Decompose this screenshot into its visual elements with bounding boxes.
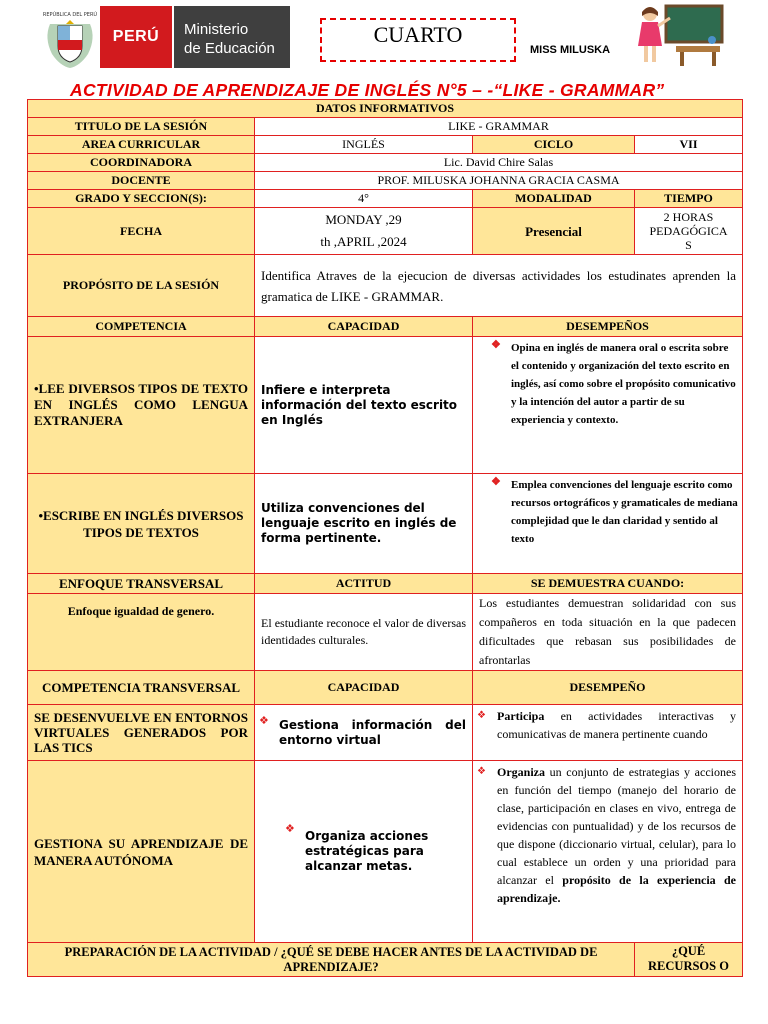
fecha-line2: th ,APRIL ,2024	[320, 234, 407, 249]
competencia-transversal-heading: COMPETENCIA TRANSVERSAL	[28, 671, 255, 705]
desempeno-organiza-text	[473, 763, 736, 907]
capacidad-organiza-text: Organiza acciones estratégicas para alcanzar metas.	[305, 829, 429, 873]
proposito-label: PROPÓSITO DE LA SESIÓN	[28, 255, 255, 317]
tiempo-value	[635, 208, 743, 255]
organiza-bold: Organiza	[497, 765, 545, 779]
fecha-value	[255, 208, 473, 255]
desempeno-participa	[473, 705, 743, 761]
capacidad-transversal-heading: CAPACIDAD	[255, 671, 473, 705]
activity-title: ACTIVIDAD DE APRENDIZAJE DE INGLÉS N°5 – -“LIKE - GRAMMAR”	[70, 80, 665, 100]
teacher-illustration	[632, 2, 724, 68]
lesson-plan-table	[27, 99, 743, 977]
diamond-bullet-icon: ❖	[285, 822, 295, 835]
fecha-label: FECHA	[28, 208, 255, 255]
grado-label: GRADO Y SECCION(S):	[28, 190, 255, 208]
ministerio-logo	[174, 6, 290, 68]
enfoque-value: Enfoque igualdad de genero.	[28, 594, 255, 671]
competencia-autonoma: GESTIONA SU APRENDIZAJE DE MANERA AUTÓNOMA	[28, 761, 255, 943]
capacidad-gestiona-info-text: Gestiona información del entorno virtual	[279, 717, 466, 747]
document-header	[0, 0, 768, 78]
organiza-mid: un conjunto de estrategias y acciones en función del tiempo (manejo del horario de clase, participación en clases en vivo, entrega de evidencias con puntualidad) y de los recursos de que dispone (diccionario virtual, celular), para lo cual establece un orden y una prioridad para alcanzar el	[497, 765, 736, 887]
docente-value: PROF. MILUSKA JOHANNA GRACIA CASMA	[255, 172, 743, 190]
enfoque-heading: ENFOQUE TRANSVERSAL	[28, 574, 255, 594]
desempeno-emplea: ❖ Emplea convenciones del lenguaje escrito como recursos ortográficos y gramaticales de mediana complejidad que le dan claridad y sentido al texto	[511, 476, 738, 548]
tiempo-line1: 2 HORAS	[663, 210, 714, 224]
docente-label: DOCENTE	[28, 172, 255, 190]
ciclo-label: CICLO	[473, 136, 635, 154]
capacidad-infiere: Infiere e interpreta información del texto escrito en Inglés	[255, 337, 473, 474]
diamond-bullet-icon: ❖	[259, 714, 269, 727]
competencia-lee: •LEE DIVERSOS TIPOS DE TEXTO EN INGLÉS COMO LENGUA EXTRANJERA	[28, 337, 255, 474]
capacidad-organiza	[255, 761, 473, 943]
grado-value: 4°	[255, 190, 473, 208]
participa-bold: Participa	[497, 709, 545, 723]
ministerio-line2: de Educación	[184, 40, 275, 57]
desempeno-list	[477, 476, 738, 548]
fecha-line1: MONDAY ,29	[325, 212, 402, 227]
ministerio-line1: Ministerio	[184, 21, 249, 38]
area-label: AREA CURRICULAR	[28, 136, 255, 154]
titulo-label: TITULO DE LA SESIÓN	[28, 118, 255, 136]
desempeno-opina-cell	[473, 337, 743, 474]
teacher-label: MISS MILUSKA	[530, 44, 611, 56]
tiempo-label: TIEMPO	[635, 190, 743, 208]
competencia-tics: SE DESENVUELVE EN ENTORNOS VIRTUALES GENERADOS POR LAS TICS	[28, 705, 255, 761]
desempeno-opina: ❖ Opina en inglés de manera oral o escrita sobre el contenido y organización del texto escrito en inglés, así como sobre el propósito comunicativo y la intención del autor a partir de su experiencia y contexto.	[511, 339, 738, 429]
recursos-heading: ¿QUÉ RECURSOS O	[635, 943, 743, 977]
competencia-heading: COMPETENCIA	[28, 317, 255, 337]
titulo-value: LIKE - GRAMMAR	[255, 118, 743, 136]
area-value: INGLÉS	[255, 136, 473, 154]
participa-rest: en actividades interactivas y comunicativas de manera pertinente cuando	[497, 709, 736, 741]
actitud-value: El estudiante reconoce el valor de diversas identidades culturales.	[255, 594, 473, 671]
capacidad-gestiona-info	[255, 705, 473, 761]
modalidad-value: Presencial	[473, 208, 635, 255]
coordinadora-label: COORDINADORA	[28, 154, 255, 172]
grade-box: CUARTO	[320, 18, 516, 62]
modalidad-label: MODALIDAD	[473, 190, 635, 208]
capacidad-utiliza: Utiliza convenciones del lenguaje escrito en inglés de forma pertinente.	[255, 474, 473, 574]
desempeno-organiza	[473, 761, 743, 943]
desempeno-list	[477, 339, 738, 429]
tiempo-line2: PEDAGÓGICA	[649, 224, 728, 238]
preparacion-heading: PREPARACIÓN DE LA ACTIVIDAD / ¿QUÉ SE DEBE HACER ANTES DE LA ACTIVIDAD DE APRENDIZAJE?	[28, 943, 635, 977]
tiempo-line3: S	[685, 238, 692, 252]
svg-text:REPÚBLICA DEL PERÚ: REPÚBLICA DEL PERÚ	[42, 12, 98, 18]
cuando-heading: SE DEMUESTRA CUANDO:	[473, 574, 743, 594]
competencia-escribe: •ESCRIBE EN INGLÉS DIVERSOS TIPOS DE TEXTOS	[28, 474, 255, 574]
ciclo-value: VII	[635, 136, 743, 154]
desempeno-emplea-cell	[473, 474, 743, 574]
cuando-value: Los estudiantes demuestran solidaridad con sus compañeros en toda situación en la que padecen dificultades que rebasan sus posibilidades de afrontarlas	[473, 594, 743, 671]
datos-heading: DATOS INFORMATIVOS	[28, 100, 743, 118]
peru-logo: PERÚ	[100, 6, 172, 68]
capacidad-heading: CAPACIDAD	[255, 317, 473, 337]
desempeno-participa-text	[473, 707, 736, 743]
coat-of-arms-logo	[40, 8, 100, 70]
organiza-proposito-bold: propósito de la experiencia de aprendizaje.	[497, 873, 737, 905]
coordinadora-value: Lic. David Chire Salas	[255, 154, 743, 172]
actitud-heading: ACTITUD	[255, 574, 473, 594]
desempenos-heading: DESEMPEÑOS	[473, 317, 743, 337]
proposito-value: Identifica Atraves de la ejecucion de diversas actividades los estudinates aprenden la gramatica de LIKE - GRAMMAR.	[255, 255, 743, 317]
desempeno-transversal-heading: DESEMPEÑO	[473, 671, 743, 705]
